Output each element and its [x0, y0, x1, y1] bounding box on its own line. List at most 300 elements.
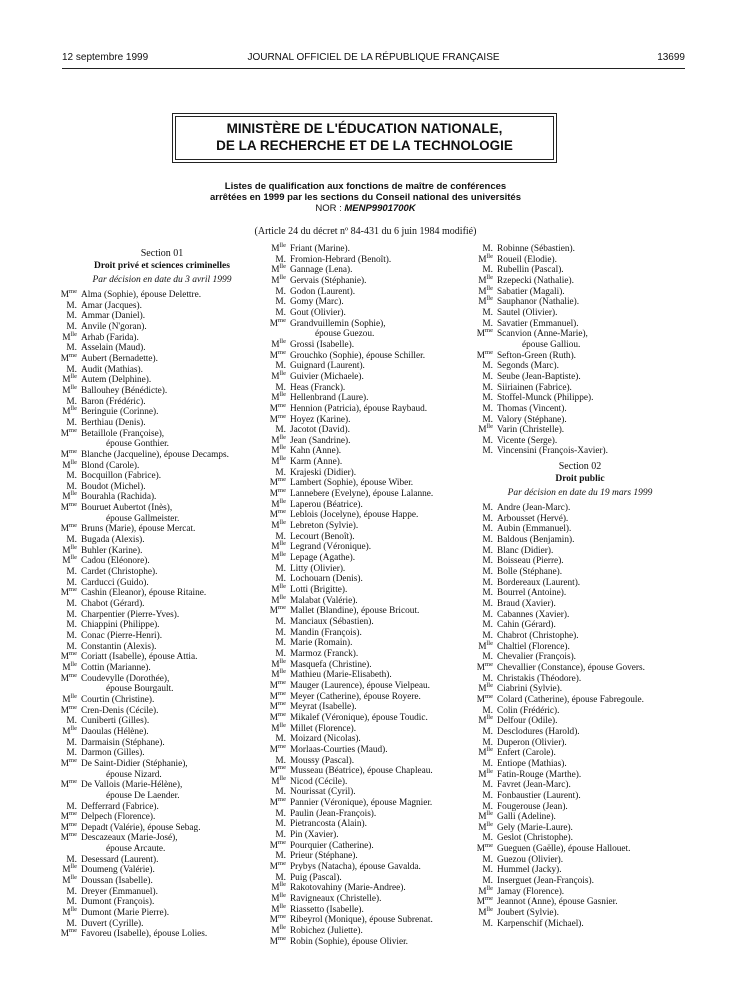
civility-title: $M^{me}$ — [269, 913, 286, 926]
civility-title: $M^{lle}$ — [271, 241, 286, 254]
list-item — [267, 308, 475, 319]
civility-title: M. — [275, 872, 286, 883]
list-item — [267, 241, 475, 255]
civility-title: $M^{me}$ — [269, 700, 286, 713]
civility-title: $M^{lle}$ — [271, 721, 286, 734]
list-item — [267, 809, 475, 820]
person-name: Guivier (Michaele). — [290, 371, 364, 382]
person-name: Ciabrini (Sylvie). — [497, 684, 563, 695]
person-name: Musseau (Béatrice), épouse Chapleau. — [290, 766, 433, 777]
person-name: Bourrel (Antoine). — [497, 588, 567, 599]
list-item — [474, 297, 686, 308]
civility-title: $M^{lle}$ — [271, 902, 286, 915]
person-name: Prybys (Natacha), épouse Gavalda. — [290, 862, 421, 873]
civility-title: M. — [482, 414, 493, 425]
list-item — [267, 902, 475, 916]
person-name: Dumont (Marie Pierre). — [81, 908, 170, 919]
person-name: Aubert (Bernadette). — [81, 353, 158, 364]
civility-title: $M^{me}$ — [60, 778, 77, 791]
list-item — [58, 311, 266, 322]
list-item — [474, 652, 686, 663]
person-name: Heas (Franck). — [290, 382, 346, 393]
list-item — [474, 674, 686, 685]
person-name: Gueguen (Gaëlle), épouse Hallouet. — [497, 844, 631, 855]
civility-title: M. — [275, 616, 286, 627]
civility-title: $M^{me}$ — [269, 796, 286, 809]
civility-title: $M^{lle}$ — [271, 582, 286, 595]
civility-title: M. — [482, 780, 493, 791]
person-name: Lecourt (Benoît). — [290, 531, 355, 542]
list-item — [474, 556, 686, 567]
civility-title: M. — [275, 851, 286, 862]
list-item — [267, 369, 475, 383]
list-item — [267, 721, 475, 735]
list-item — [474, 639, 686, 653]
person-name: Malabat (Valérie). — [290, 595, 358, 606]
person-name: Sabatier (Magali). — [497, 286, 565, 297]
civility-title: M. — [275, 425, 286, 436]
person-name: Grandvuillemin (Sophie), — [290, 318, 386, 329]
person-name: Mauger (Laurence), épouse Vielpeau. — [290, 680, 430, 691]
person-name: Ravigneaux (Christelle). — [290, 894, 382, 905]
person-name: Alma (Sophie), épouse Delettre. — [81, 290, 202, 300]
civility-title: M. — [482, 535, 493, 546]
civility-title: $M^{me}$ — [269, 764, 286, 777]
list-item — [58, 471, 266, 482]
header-rule — [62, 68, 685, 69]
civility-title: $M^{me}$ — [476, 660, 493, 673]
person-name: Gout (Olivier). — [290, 307, 346, 318]
person-name: Pietrancosta (Alain). — [290, 819, 367, 830]
list-item — [58, 905, 266, 919]
person-name: Dreyer (Emmanuel). — [81, 886, 158, 897]
civility-title: $M^{lle}$ — [62, 490, 77, 503]
civility-title: $M^{me}$ — [60, 447, 77, 460]
list-item — [474, 372, 686, 383]
person-name: Pin (Xavier). — [290, 830, 339, 841]
civility-title: $M^{me}$ — [60, 820, 77, 833]
civility-title: $M^{me}$ — [476, 348, 493, 361]
civility-title: $M^{me}$ — [60, 522, 77, 535]
civility-title: M. — [482, 545, 493, 556]
person-name: Anvile (N'goran). — [81, 321, 147, 332]
list-item — [474, 802, 686, 813]
person-name: Valory (Stéphane). — [497, 414, 567, 425]
list-item — [58, 418, 266, 429]
list-item — [267, 316, 475, 330]
person-name: Guignard (Laurent). — [290, 361, 365, 372]
text-column-2 — [267, 241, 475, 947]
person-name: Legrand (Véronique). — [290, 542, 372, 553]
civility-title: $M^{me}$ — [269, 476, 286, 489]
list-item — [474, 265, 686, 276]
civility-title: $M^{lle}$ — [271, 444, 286, 457]
list-item — [267, 297, 475, 308]
civility-title: $M^{lle}$ — [271, 369, 286, 382]
person-name: De Vallois (Marie-Hélène), — [81, 780, 183, 791]
list-item — [474, 620, 686, 631]
nor-code: MENP9901700K — [344, 203, 416, 214]
list-item — [58, 588, 266, 599]
civility-title: $M^{lle}$ — [62, 724, 77, 737]
civility-title: M. — [66, 737, 77, 748]
list-item — [267, 742, 475, 756]
civility-title: $M^{me}$ — [60, 927, 77, 940]
list-item — [474, 348, 686, 362]
person-name: Stoffel-Munck (Philippe). — [497, 393, 594, 404]
person-name: Bocquillon (Fabrice). — [81, 471, 162, 482]
list-item-continuation: épouse Guezou. — [315, 329, 375, 340]
list-item-continuation: épouse Arcaute. — [106, 844, 166, 855]
civility-title: $M^{lle}$ — [478, 295, 493, 308]
list-item — [474, 684, 686, 695]
list-item — [267, 457, 475, 468]
list-item — [474, 329, 686, 340]
civility-title: $M^{me}$ — [269, 689, 286, 702]
civility-title: M. — [482, 758, 493, 769]
list-item — [267, 649, 475, 660]
list-item — [474, 503, 686, 514]
list-item — [58, 855, 266, 866]
person-name: Roueil (Elodie). — [497, 254, 557, 265]
list-item — [267, 851, 475, 862]
civility-title: $M^{lle}$ — [271, 455, 286, 468]
list-item — [267, 923, 475, 937]
list-item — [474, 820, 686, 834]
civility-title: M. — [482, 726, 493, 737]
civility-title: M. — [66, 748, 77, 759]
civility-title: M. — [66, 396, 77, 407]
civility-title: M. — [482, 865, 493, 876]
list-item — [58, 492, 266, 503]
list-item — [267, 510, 475, 521]
list-item — [474, 812, 686, 823]
person-name: Cren-Denis (Cécile). — [81, 705, 159, 716]
list-item — [58, 756, 266, 770]
civility-title: $M^{lle}$ — [62, 554, 77, 567]
person-name: Favoreu (Isabelle), épouse Lolies. — [81, 929, 208, 940]
person-name: Boisseau (Pierre). — [497, 556, 564, 567]
civility-title: $M^{lle}$ — [62, 373, 77, 386]
civility-title: $M^{me}$ — [60, 810, 77, 823]
civility-title: M. — [482, 790, 493, 801]
civility-title: M. — [275, 254, 286, 265]
list-item — [267, 838, 475, 852]
section-subject: Droit privé et sciences criminelles — [94, 261, 230, 271]
civility-title: M. — [66, 577, 77, 588]
list-item — [267, 617, 475, 628]
list-item — [267, 657, 475, 671]
civility-title: $M^{lle}$ — [271, 891, 286, 905]
civility-title: $M^{me}$ — [476, 842, 493, 855]
person-name: Fougerouse (Jean). — [497, 801, 568, 812]
civility-title: $M^{me}$ — [476, 327, 493, 340]
civility-title: M. — [275, 563, 286, 574]
list-item — [474, 514, 686, 525]
person-name: Bouruet Aubertot (Inès), — [81, 503, 173, 514]
list-item — [58, 365, 266, 376]
civility-title: M. — [482, 599, 493, 610]
civility-title: $M^{me}$ — [269, 316, 286, 329]
person-name: Jean (Sandrine). — [290, 435, 351, 446]
person-name: Lepage (Agathe). — [290, 553, 356, 564]
list-item — [267, 348, 475, 362]
civility-title: M. — [275, 830, 286, 841]
civility-title: $M^{lle}$ — [478, 810, 493, 823]
list-item-continuation: épouse Nizard. — [106, 769, 162, 780]
list-item — [58, 919, 266, 930]
list-item — [58, 556, 266, 567]
person-name: Scanvion (Anne-Marie), — [497, 329, 588, 340]
civility-title: $M^{lle}$ — [271, 593, 286, 606]
list-item — [474, 244, 686, 255]
list-item — [58, 802, 266, 813]
list-item — [58, 426, 266, 440]
person-name: Ribeyrol (Monique), épouse Subrenat. — [290, 915, 433, 926]
civility-title: $M^{me}$ — [60, 351, 77, 364]
person-name: Ballouhey (Bénédicte). — [81, 385, 168, 396]
civility-title: M. — [482, 513, 493, 524]
ministry-box — [172, 113, 557, 163]
person-name: Andre (Jean-Marc). — [497, 503, 571, 514]
list-item — [474, 884, 686, 898]
list-item — [58, 887, 266, 898]
civility-title: M. — [66, 300, 77, 311]
person-name: Sefton-Green (Ruth). — [497, 350, 577, 361]
person-name: Bolle (Stéphane). — [497, 567, 563, 578]
decision-line-1: Listes de qualification aux fonctions de maître de conférences — [224, 181, 507, 192]
person-name: Favret (Jean-Marc). — [497, 780, 571, 791]
section-subject: Droit public — [555, 474, 605, 485]
civility-title: M. — [275, 627, 286, 638]
civility-title: M. — [482, 556, 493, 567]
civility-title: $M^{lle}$ — [62, 383, 77, 396]
list-item — [474, 415, 686, 426]
list-item — [267, 582, 475, 596]
civility-title: M. — [66, 599, 77, 610]
civility-title: M. — [482, 588, 493, 599]
civility-title: $M^{lle}$ — [271, 923, 286, 936]
civility-title: M. — [482, 918, 493, 929]
list-item — [58, 503, 266, 514]
list-item — [474, 748, 686, 759]
list-item — [474, 273, 686, 287]
person-name: Fatin-Rouge (Marthe). — [497, 769, 582, 780]
decision-title — [0, 181, 731, 214]
civility-title: $M^{lle}$ — [478, 252, 493, 265]
civility-title: M. — [275, 574, 286, 585]
list-item — [267, 265, 475, 276]
civility-title: M. — [66, 311, 77, 322]
list-item — [474, 425, 686, 436]
person-name: Rakotovahiny (Marie-Andree). — [290, 883, 406, 894]
civility-title: M. — [66, 918, 77, 929]
person-name: Desclodures (Harold). — [497, 726, 580, 737]
person-name: Entiope (Mathias). — [497, 758, 567, 769]
person-name: Lotti (Brigitte). — [290, 585, 348, 595]
list-item — [58, 703, 266, 717]
person-name: Pourquier (Catherine). — [290, 840, 374, 851]
header-journal-title: JOURNAL OFFICIEL DE LA RÉPUBLIQUE FRANÇAISE — [247, 52, 500, 63]
civility-title: $M^{me}$ — [60, 650, 77, 663]
list-item — [267, 787, 475, 798]
person-name: Delfour (Odile). — [497, 716, 558, 727]
person-name: Duperon (Olivier). — [497, 737, 567, 748]
list-item — [474, 436, 686, 447]
civility-title: $M^{me}$ — [476, 692, 493, 705]
list-item — [474, 599, 686, 610]
list-item — [474, 446, 686, 457]
person-name: Riassetto (Isabelle). — [290, 904, 364, 915]
civility-title: M. — [482, 801, 493, 812]
list-item — [267, 532, 475, 543]
person-name: Jamay (Florence). — [497, 886, 565, 897]
list-item — [58, 301, 266, 312]
person-name: Grossi (Isabelle). — [290, 339, 355, 350]
person-name: Inserguet (Jean-François). — [497, 876, 594, 887]
civility-title: $M^{lle}$ — [478, 423, 493, 436]
civility-title: M. — [482, 393, 493, 404]
person-name: Lannebere (Evelyne), épouse Lalanne. — [290, 489, 434, 500]
person-name: Courtin (Christine). — [81, 694, 155, 705]
person-name: Leblois (Jocelyne), épouse Happe. — [290, 510, 419, 521]
page-header — [62, 52, 685, 66]
civility-title: M. — [66, 535, 77, 546]
civility-title: $M^{lle}$ — [62, 543, 77, 556]
ministry-line-1: MINISTÈRE DE L'ÉDUCATION NATIONALE, — [226, 121, 503, 136]
list-item-continuation: épouse Gonthier. — [106, 439, 169, 450]
civility-title: M. — [66, 801, 77, 812]
list-item — [58, 929, 266, 940]
list-item — [474, 252, 686, 266]
civility-title: M. — [482, 307, 493, 318]
list-item — [58, 322, 266, 333]
person-name: De Saint-Didier (Stéphanie), — [81, 758, 188, 769]
person-name: Cottin (Marianne). — [81, 662, 151, 673]
civility-title: M. — [275, 755, 286, 766]
list-item — [267, 710, 475, 724]
list-item — [474, 716, 686, 727]
person-name: Meyrat (Isabelle). — [290, 702, 357, 713]
civility-title: M. — [275, 734, 286, 745]
civility-title: $M^{me}$ — [60, 703, 77, 716]
list-item — [267, 255, 475, 266]
civility-title: $M^{lle}$ — [271, 497, 286, 510]
person-name: Darmon (Gilles). — [81, 748, 145, 759]
person-name: Fromion-Hebrard (Benoît). — [290, 254, 392, 265]
list-item — [267, 678, 475, 692]
civility-title: M. — [66, 641, 77, 652]
civility-title: $M^{lle}$ — [478, 820, 493, 833]
section-heading: Section 02 — [558, 461, 602, 473]
list-item — [58, 820, 266, 834]
civility-title: $M^{me}$ — [476, 895, 493, 908]
person-name: Cahin (Gérard). — [497, 620, 556, 631]
list-item — [58, 897, 266, 908]
civility-title: M. — [66, 364, 77, 375]
person-name: Siiriainen (Fabrice). — [497, 382, 572, 393]
civility-title: $M^{lle}$ — [478, 905, 493, 919]
person-name: Bruns (Marie), épouse Mercat. — [81, 524, 196, 535]
list-item — [474, 706, 686, 717]
person-name: Meyer (Catherine), épouse Royere. — [290, 691, 421, 702]
person-name: Grouchko (Sophie), épouse Schiller. — [290, 350, 426, 361]
list-item — [58, 738, 266, 749]
list-item — [58, 610, 266, 621]
nor-label: NOR : — [315, 203, 342, 214]
person-name: Lochouarn (Denis). — [290, 574, 363, 585]
person-name: Gervais (Stéphanie). — [290, 275, 367, 286]
list-item — [58, 876, 266, 887]
civility-title: $M^{me}$ — [269, 742, 286, 755]
decision-date: Par décision en date du 19 mars 1999 — [507, 488, 653, 499]
article-reference: (Article 24 du décret nº 84-431 du 6 juin 1984 modifié) — [254, 226, 477, 237]
person-name: Cashin (Eleanor), épouse Ritaine. — [81, 588, 207, 599]
person-name: Boudot (Michel). — [81, 481, 146, 492]
person-name: Coriatt (Isabelle), épouse Attia. — [81, 652, 198, 663]
civility-title: $M^{lle}$ — [271, 433, 286, 446]
civility-title: $M^{lle}$ — [62, 660, 77, 673]
person-name: Guezou (Olivier). — [497, 854, 564, 865]
list-item — [58, 692, 266, 706]
person-name: Baron (Frédéric). — [81, 396, 146, 407]
person-name: Nourissat (Cyril). — [290, 787, 356, 798]
civility-title: $M^{lle}$ — [271, 540, 286, 553]
civility-title: $M^{lle}$ — [478, 714, 493, 727]
list-item — [58, 578, 266, 589]
person-name: Vicente (Serge). — [497, 435, 558, 446]
ministry-line-2: DE LA RECHERCHE ET DE LA TECHNOLOGIE — [216, 138, 513, 153]
person-name: Ammar (Daniel). — [81, 311, 146, 322]
civility-title: M. — [482, 577, 493, 588]
civility-title: M. — [482, 371, 493, 382]
civility-title: M. — [275, 467, 286, 478]
nor-reference — [0, 203, 731, 214]
civility-title: M. — [482, 854, 493, 865]
civility-title: M. — [275, 638, 286, 649]
list-item-continuation: épouse Bourgault. — [106, 684, 174, 695]
list-item — [474, 361, 686, 372]
civility-title: M. — [66, 321, 77, 332]
person-name: Pannier (Véronique), épouse Magnier. — [290, 798, 433, 809]
person-name: Dumont (François). — [81, 897, 155, 908]
decision-line-2: arrêtées en 1999 par les sections du Conseil national des universités — [210, 192, 521, 203]
person-name: Vincensini (François-Xavier). — [497, 446, 608, 457]
list-item — [267, 433, 475, 447]
list-item — [267, 564, 475, 575]
list-item — [267, 361, 475, 372]
list-item — [474, 319, 686, 330]
civility-title: $M^{lle}$ — [478, 273, 493, 286]
person-name: Christakis (Théodore). — [497, 673, 582, 684]
list-item — [58, 330, 266, 344]
person-name: Bugada (Alexis). — [81, 535, 145, 546]
person-name: Rubellin (Pascal). — [497, 265, 564, 276]
list-item — [267, 766, 475, 777]
list-item — [267, 819, 475, 830]
civility-title: M. — [482, 631, 493, 641]
person-name: Joubert (Sylvie). — [497, 908, 559, 919]
list-item-continuation: épouse Galliou. — [522, 339, 581, 350]
person-name: Blanc (Didier). — [497, 545, 554, 556]
person-name: Moizard (Nicolas). — [290, 734, 361, 745]
list-item — [474, 905, 686, 919]
person-name: Friant (Marine). — [290, 244, 350, 254]
list-item — [267, 638, 475, 649]
civility-title: $M^{me}$ — [269, 487, 286, 500]
person-name: Asselain (Maud). — [81, 343, 146, 354]
civility-title: $M^{me}$ — [269, 604, 286, 617]
